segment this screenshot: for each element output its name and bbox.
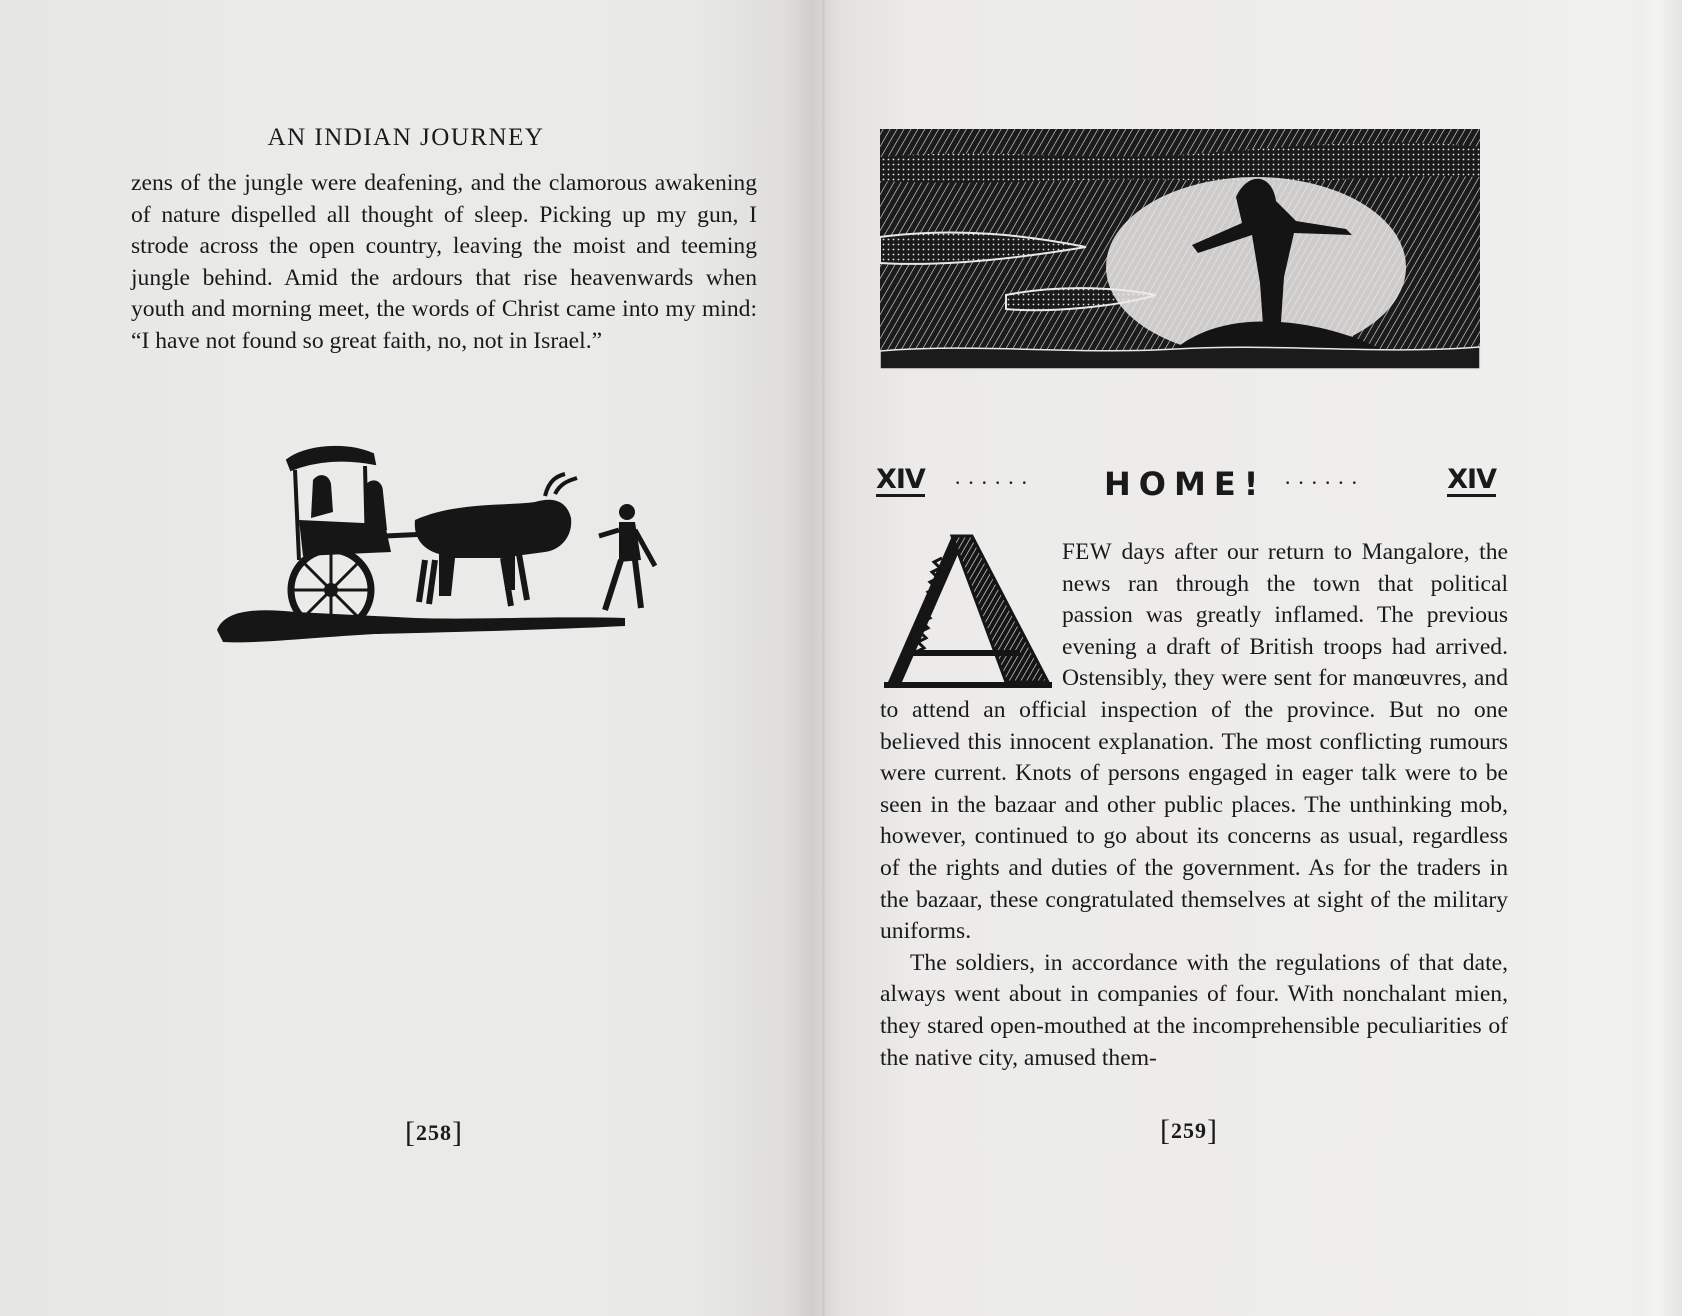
page-number-left: [258]: [405, 1116, 463, 1149]
chapter-number-right: XIV: [1447, 464, 1496, 495]
gutter-shadow: [822, 0, 826, 1316]
dot-leader-left: ······: [954, 470, 1034, 495]
paragraph: zens of the jungle were deafening, and the clamorous awakening of nature dispelled all thought of sleep. Picking up my gun, I strode across the open country, leaving the moist and teeming jungle behind. Amid the ardours that rise heavenwards when youth and morning meet, the words of Christ came into my mind: “I have not found so great faith, no, not in Israel.”: [131, 170, 757, 354]
chapter-title: HOME!: [1104, 465, 1267, 503]
dropcap-letter: A: [880, 534, 881, 535]
page-number-right: [259]: [1160, 1114, 1218, 1147]
chapter-number-left: XIV: [876, 464, 925, 495]
running-head: AN INDIAN JOURNEY: [267, 124, 545, 151]
chapter-heading: [876, 466, 1496, 506]
left-body-text: [131, 168, 757, 358]
bullock-cart-illustration: [215, 440, 685, 660]
dot-leader-right: ······: [1284, 470, 1364, 495]
paragraph-2: The soldiers, in accordance with the regulations of that date, always went about in companies of four. With nonchalant mien, they stared open-mouthed at the incomprehensible peculiarities of the native city, amused them-: [880, 949, 1508, 1071]
paragraph-1-text: days after our return to Mangalore, the news ran through the town that political passion was greatly inflamed. The previous evening a draft of British troops had arrived. Ostensibly, they were sent for manœuvres, and to attend an official inspection of the province. But no one believed this innocent explanation. The most conflicting rumours were current. Knots of persons engaged in eager talk were to be seen in the bazaar and other public places. The unthinking mob, however, continued to go about its concerns as usual, regardless of the rights and duties of the government. As for the traders in the bazaar, these congratulated themselves at sight of the military uniforms.: [880, 539, 1508, 945]
woodcut-illustration: [876, 117, 1488, 387]
right-body-text: [880, 536, 1508, 1074]
lead-word: FEW: [1062, 539, 1113, 564]
page-edge: [1640, 0, 1682, 1316]
